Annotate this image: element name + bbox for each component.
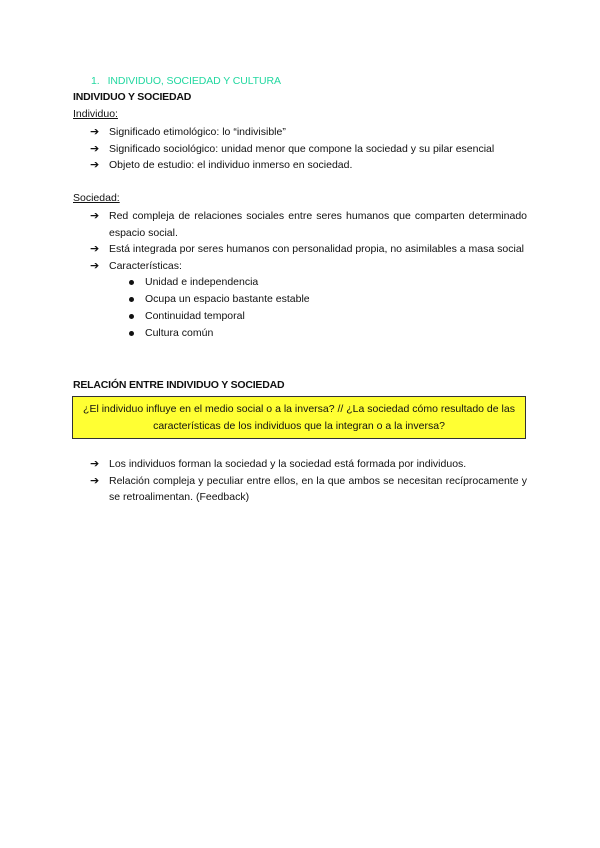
list-item-text: Ocupa un espacio bastante estable — [145, 293, 310, 305]
question-text: ¿El individuo influye en el medio social o a la inversa? // ¿La sociedad cómo resultado de las características de los individuos que la integran o a la inversa? — [83, 403, 515, 432]
section-title — [91, 75, 281, 87]
bullet-icon — [129, 331, 134, 336]
bullet-icon — [129, 280, 134, 285]
list-item-text: Objeto de estudio: el individuo inmerso en sociedad. — [109, 159, 353, 171]
caracteristicas-list — [109, 274, 527, 342]
arrow-icon: ➔ — [90, 210, 100, 222]
list-item — [90, 456, 527, 473]
list-item-text: Significado etimológico: lo “indivisible” — [109, 126, 286, 138]
list-item — [90, 157, 527, 174]
list-item — [109, 308, 527, 325]
arrow-icon: ➔ — [90, 126, 100, 138]
arrow-icon: ➔ — [90, 458, 100, 470]
arrow-icon: ➔ — [90, 142, 100, 155]
list-item-text: Relación compleja y peculiar entre ellos, en la que ambos se necesitan recíprocamente y se retroalimentan. (Feedback) — [109, 474, 527, 503]
list-item-text: Significado sociológico: unidad menor que compone la sociedad y su pilar esencial — [109, 142, 495, 155]
list-item-text: Continuidad temporal — [145, 310, 245, 322]
arrow-icon: ➔ — [90, 259, 100, 272]
arrow-icon: ➔ — [90, 474, 100, 487]
sociedad-list — [90, 208, 527, 342]
list-item — [109, 291, 527, 308]
bullet-icon — [129, 297, 134, 302]
sociedad-label: Sociedad: — [73, 192, 120, 204]
section-number: 1. — [91, 75, 100, 87]
heading-individuo-sociedad: INDIVIDUO Y SOCIEDAD — [73, 91, 192, 103]
heading-relacion: RELACIÓN ENTRE INDIVIDUO Y SOCIEDAD — [73, 379, 285, 391]
section-title-text: INDIVIDUO, SOCIEDAD Y CULTURA — [107, 75, 281, 87]
list-item — [90, 124, 527, 141]
list-item — [90, 241, 527, 258]
list-item — [90, 258, 527, 343]
list-item — [90, 208, 527, 241]
individuo-label: Individuo: — [73, 108, 118, 120]
individuo-list — [90, 124, 527, 174]
list-item-text: Características: — [109, 259, 182, 272]
list-item-text: Los individuos forman la sociedad y la sociedad está formada por individuos. — [109, 458, 467, 470]
list-item — [109, 325, 527, 342]
bullet-icon — [129, 314, 134, 319]
list-item — [109, 274, 527, 291]
list-item-text: Red compleja de relaciones sociales entre seres humanos que comparten determinado espacio social. — [109, 210, 527, 239]
arrow-icon: ➔ — [90, 243, 100, 255]
list-item — [90, 473, 527, 506]
highlight-question-box — [72, 396, 526, 439]
list-item-text: Está integrada por seres humanos con personalidad propia, no asimilables a masa social — [109, 243, 524, 255]
list-item-text: Cultura común — [145, 327, 214, 339]
relacion-list — [90, 456, 527, 506]
list-item — [90, 141, 527, 158]
arrow-icon: ➔ — [90, 159, 100, 171]
list-item-text: Unidad e independencia — [145, 276, 259, 288]
